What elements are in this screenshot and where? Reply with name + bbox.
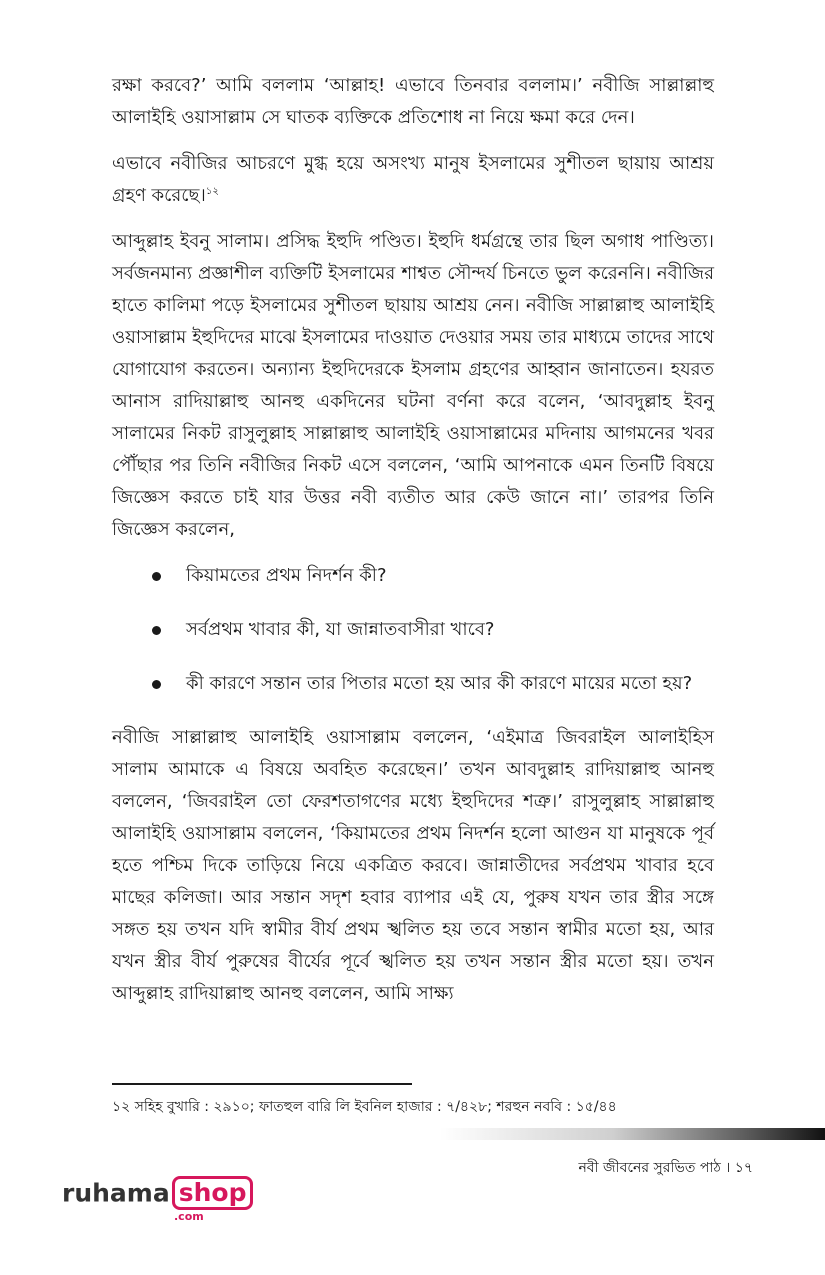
bullet-icon xyxy=(152,680,161,689)
list-item xyxy=(152,560,714,592)
bullet-icon xyxy=(152,626,161,635)
paragraph-2-text: এভাবে নবীজির আচরণে মুগ্ধ হয়ে অসংখ্য মানুষ ইসলামের সুশীতল ছায়ায় আশ্রয় গ্রহণ করেছে। xyxy=(112,153,714,206)
list-item xyxy=(152,614,714,646)
logo-text-shop: shop xyxy=(172,1176,254,1210)
footnote-divider xyxy=(112,1083,412,1085)
footnote-reference: ১২ xyxy=(205,186,219,197)
ruhamashop-logo xyxy=(62,1176,253,1224)
list-item-text: কিয়ামতের প্রথম নিদর্শন কী? xyxy=(186,565,387,586)
page-body xyxy=(112,70,714,1024)
question-list xyxy=(112,560,714,700)
logo-text-domain: .com xyxy=(174,1210,204,1223)
running-head: নবী জীবনের সুরভিত পাঠ । ১৭ xyxy=(578,1160,753,1176)
paragraph-2 xyxy=(112,148,714,212)
paragraph-4: নবীজি সাল্লাল্লাহু আলাইহি ওয়াসাল্লাম বললেন, ‘এইমাত্র জিবরাইল আলাইহিস সালাম আমাকে এ বিষয়ে অবহিত করেছেন।’ তখন আবদুল্লাহ রাদিয়াল্লাহু আনহু বললেন, ‘জিবরাইল তো ফেরশতাগণের মধ্যে ইহুদিদের শত্রু।’ রাসুলুল্লাহ সাল্লাল্লাহু আলাইহি ওয়াসাল্লাম বললেন, ‘কিয়ামতের প্রথম নিদর্শন হলো আগুন যা মানুষকে পূর্ব হতে পশ্চিম দিকে তাড়িয়ে নিয়ে একত্রিত করবে। জান্নাতীদের সর্বপ্রথম খাবার হবে মাছের কলিজা। আর সন্তান সদৃশ হবার ব্যাপার এই যে, পুরুষ যখন তার স্ত্রীর সঙ্গে সঙ্গত হয় তখন যদি স্বামীর বীর্য প্রথম স্খলিত হয় তবে সন্তান স্বামীর মতো হয়, আর যখন স্ত্রীর বীর্য পুরুষের বীর্যের পূর্বে স্খলিত হয় তখন সন্তান স্ত্রীর মতো হয়। তখন আব্দুল্লাহ রাদিয়াল্লাহু আনহু বললেন, আমি সাক্ষ্য xyxy=(112,727,714,1004)
decorative-gradient-bar xyxy=(440,1128,825,1140)
list-item-text: কী কারণে সন্তান তার পিতার মতো হয় আর কী কারণে মায়ের মতো হয়? xyxy=(186,673,693,694)
paragraph-3: আব্দুল্লাহ ইবনু সালাম। প্রসিদ্ধ ইহুদি পণ্ডিত। ইহুদি ধর্মগ্রন্থে তার ছিল অগাধ পাণ্ডিত্য। সর্বজনমান্য প্রজ্ঞাশীল ব্যক্তিটি ইসলামের শাশ্বত সৌন্দর্য চিনতে ভুল করেননি। নবীজির হাতে কালিমা পড়ে ইসলামের সুশীতল ছায়ায় আশ্রয় নেন। নবীজি সাল্লাল্লাহু আলাইহি ওয়াসাল্লাম ইহুদিদের মাঝে ইসলামের দাওয়াত দেওয়ার সময় তার মাধ্যমে তাদের সাথে যোগাযোগ করতেন। অন্যান্য ইহুদিদেরকে ইসলাম গ্রহণের আহ্বান জানাতেন। হযরত আনাস রাদিয়াল্লাহু আনহু একদিনের ঘটনা বর্ণনা করে বলেন, ‘আবদুল্লাহ ইবনু সালামের নিকট রাসুলুল্লাহ সাল্লাল্লাহু আলাইহি ওয়াসাল্লামের মদিনায় আগমনের খবর পৌঁছার পর তিনি নবীজির নিকট এসে বললেন, ‘আমি আপনাকে এমন তিনটি বিষয়ে জিজ্ঞেস করতে চাই যার উত্তর নবী ব্যতীত আর কেউ জানে না।’ তারপর তিনি জিজ্ঞেস করলেন, xyxy=(112,231,714,540)
paragraph-1: রক্ষা করবে?’ আমি বললাম ‘আল্লাহ! এভাবে তিনবার বললাম।’ নবীজি সাল্লাল্লাহু আলাইহি ওয়াসাল্লাম সে ঘাতক ব্যক্তিকে প্রতিশোধ না নিয়ে ক্ষমা করে দেন। xyxy=(112,75,714,128)
bullet-icon xyxy=(152,572,161,581)
list-item-text: সর্বপ্রথম খাবার কী, যা জান্নাতবাসীরা খাবে? xyxy=(186,619,495,640)
list-item xyxy=(152,668,714,700)
footnote: ১২ সহিহ বুখারি : ২৯১০; ফাতহুল বারি লি ইবনিল হাজার : ৭/৪২৮; শরহুন নববি : ১৫/৪৪ xyxy=(112,1099,617,1115)
logo-text-ruhama: ruhama xyxy=(62,1178,170,1208)
